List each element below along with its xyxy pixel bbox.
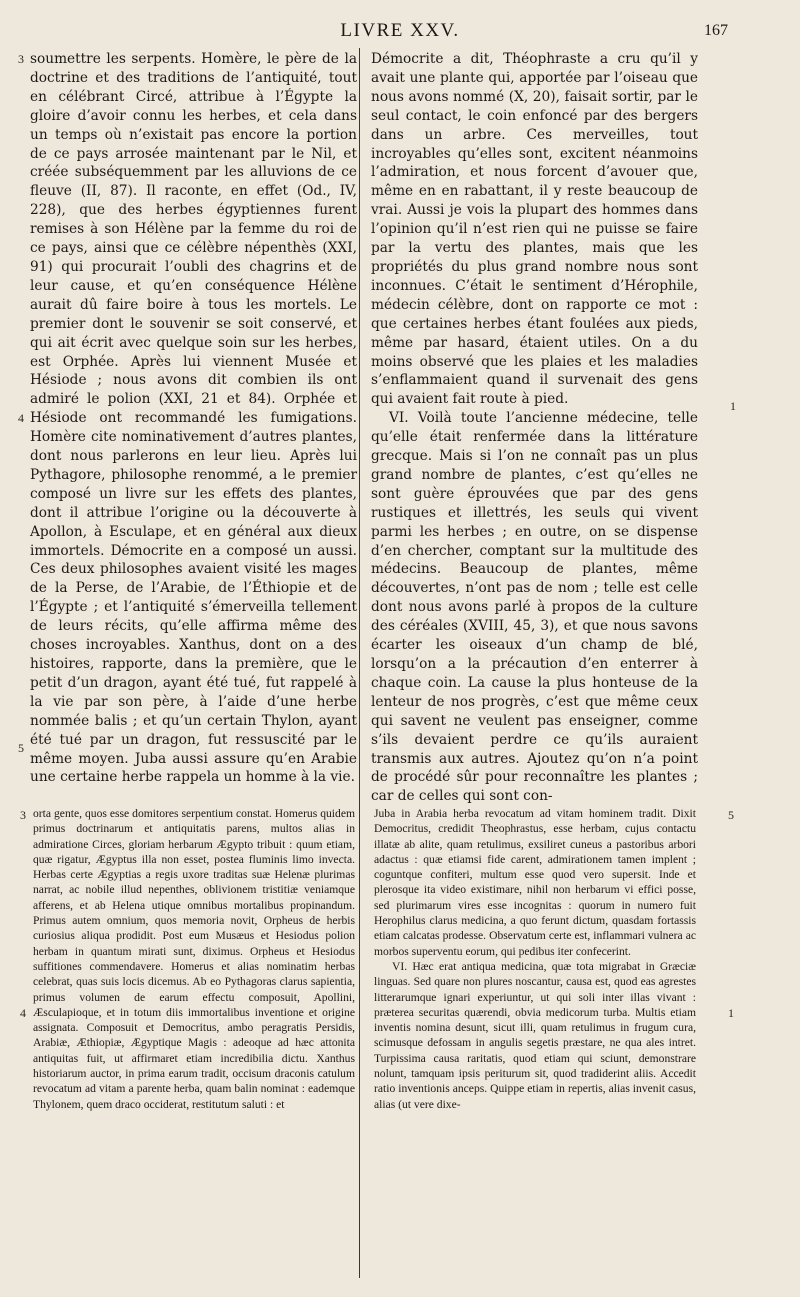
french-text-left-column: [30, 50, 357, 800]
margin-number: 1: [728, 1006, 734, 1020]
column-divider: [359, 48, 360, 1278]
french-paragraph: Démocrite a dit, Théophraste a cru qu’il y avait une plante qui, apportée par l’oiseau que nous avons nommé (X, 20), faisait sortir, par le seul contact, le coin enfoncé par des bergers dans un arbre. Ces merveilles, tout incroyables qu’elles sont, excitent néanmoins l’admiration, et nous forcent d’avouer que, même en en rabattant, il y reste beaucoup de vrai. Aussi je vois la plupart des hommes dans l’opinion qu’il n’est rien qui ne puisse se faire par la vertu des plantes, mais que les propriétés du plus grand nombre nous sont inconnues. C’était le sentiment d’Hérophile, médecin célèbre, dont on rapporte ce mot : que certaines herbes étant foulées aux pieds, même par hasard, étaient utiles. On a du moins observé que les plaies et les maladies s’enflammaient quand il survenait des gens qui avaient fait route à pied.: [371, 51, 698, 408]
running-head: [0, 18, 800, 48]
latin-text-right-column: [374, 806, 696, 1276]
french-paragraph-section-vi: VI. Voilà toute l’ancienne médecine, telle qu’elle était renfermée dans la littérature grecque. Mais si l’on ne connaît pas un plus grand nombre de plantes, c’est qu’elles ne sont guère éprouvées que par des gens rustiques et illettrés, les seuls qui vivent parmi les herbes ; en outre, on se dispense d’en chercher, comptant sur la multitude des médecins. Beaucoup de plantes, même découvertes, n’ont pas de nom ; telle est celle dont nous avons parlé à propos de la culture des céréales (XVIII, 45, 3), et que nous savons écarter les oiseaux d’un champ de blé, lorsqu’on a la précaution d’en enterrer à chaque coin. La cause la plus honteuse de la lenteur de nos progrès, c’est que même ceux qui savent ne veulent pas enseigner, comme s’ils devaient perdre ce qu’ils auraient transmis aux autres. Ajoutez qu’on n’a point de procédé sûr pour reconnaître les plantes ; car de celles qui sont con-: [371, 410, 698, 805]
margin-number: 5: [728, 808, 734, 822]
book-title: LIVRE XXV.: [340, 20, 460, 41]
latin-paragraph: orta gente, quos esse domitores serpentium constat. Homerus quidem primus doctrinarum et antiquitatis parens, multos alias in admiratione Circes, gloriam herbarum Ægypto tribuit : quum etiam, quæ rigatur, Ægyptus illa non esset, postea fluminis limo invecta. Herbas certe Ægyptias a regis uxore traditas suæ Helenæ plurimas narrat, ac nobile illud nepenthes, oblivionem tristitiæ veniamque afferens, et ab Helena utique omnibus mortalibus propinandum. Primus autem omnium, quos memoria novit, Orpheus de herbis curiosius aliqua prodidit. Post eum Musæus et Hesiodus polion herbam in quantum mirati sunt, diximus. Orpheus et Hesiodus suffitiones commendavere. Homerus et alias nominatim herbas celebrat, quas suis locis dicemus. Ab eo Pythagoras clarus sapientia, primus volumen de earum effectu composuit, Apollini, Æsculapioque, et in totum diis immortalibus inventione et origine assignata. Composuit et Democritus, ambo peragratis Persidis, Arabiæ, Æthiopiæ, Ægyptique Magis : adeoque ad hæc attonita antiquitas fuit, ut affirmaret etiam incredibilia dictu. Xanthus historiarum auctor, in prima earum tradit, occisum draconis catulum revocatum ad vitam a parente herba, quam balin nominat : eademque Thylonem, quem draco occiderat, restitutum saluti : et: [33, 807, 355, 1111]
margin-number: 4: [18, 411, 24, 425]
latin-paragraph: Juba in Arabia herba revocatum ad vitam hominem tradit. Dixit Democritus, credidit Theophrastus, esse herbam, cujus contactu illatæ ab alite, quam retulimus, exsiliret cuneus a pastoribus arbori adactus : quæ etiamsi fide carent, admirationem tamen implent ; coguntque confiteri, multum esse quod vero supersit. Inde et plerosque ita video existimare, nihil non herbarum vi effici posse, sed plurimarum vires esse incognitas : quorum in numero fuit Herophilus clarus medicina, a quo ferunt dictum, quasdam fortassis etiam calcatas prodesse. Observatum certe est, inflammari vulnera ac morbos superventu eorum, qui pedibus iter confecerint.: [374, 807, 696, 958]
page-number: 167: [704, 22, 728, 39]
french-paragraph: soumettre les serpents. Homère, le père de la doctrine et des traditions de l’antiquité, tout en célébrant Circé, attribue à l’Égypte la gloire d’avoir connu les herbes, et cela dans un temps où n’existait pas encore la portion de ce pays arrosée maintenant par le Nil, et créée subséquemment par les alluvions de ce fleuve (II, 87). Il raconte, en effet (Od., IV, 228), que des herbes égyptiennes furent remises à son Hélène par la femme du roi de ce pays, ainsi que ce célèbre népenthès (XXI, 91) qui procurait l’oubli des chagrins et de leur cause, et qu’en conséquence Hélène aurait dû faire boire à tous les mortels. Le premier dont le souvenir se soit conservé, et qui ait écrit avec quelque soin sur les herbes, est Orphée. Après lui viennent Musée et Hésiode ; nous avons dit combien ils ont admiré le polion (XXI, 21 et 84). Orphée et Hésiode ont recommandé les fumigations. Homère cite nominativement d’autres plantes, dont nous parlerons en leur lieu. Après lui Pythagore, philosophe renommé, a le premier composé un livre sur les effets des plantes, dont il attribue l’origine ou la découverte à Apollon, à Esculape, et en général aux dieux immortels. Démocrite en a composé un aussi. Ces deux philosophes avaient visité les mages de la Perse, de l’Arabie, de l’Éthiopie et de l’Égypte ; et l’antiquité s’émerveilla tellement de leurs récits, qu’elle affirma même des choses incroyables. Xanthus, dont on a des histoires, rapporte, dans la première, que le petit d’un dragon, ayant été tué, fut rappelé à la vie par son père, à l’aide d’une herbe nommée balis ; et qu’un certain Thylon, ayant été tué par un dragon, fut ressuscité par le même moyen. Juba aussi assure qu’en Arabie une certaine herbe rappela un homme à la vie.: [30, 51, 357, 786]
latin-text-left-column: [33, 806, 355, 1276]
margin-number: 3: [18, 52, 24, 66]
margin-number: 3: [20, 808, 26, 822]
latin-paragraph-section-vi: VI. Hæc erat antiqua medicina, quæ tota migrabat in Græciæ linguas. Sed quare non plures noscantur, causa est, quod eas agrestes litterarumque ignari experiuntur, ut qui soli inter illas vivant : præterea securitas quærendi, obvia medicorum turba. Multis etiam inventis nomina desunt, sicut illi, quam retulimus in frugum cura, scimusque defossam in angulis segetis præstare, ne qua ales intret. Turpissima causa raritatis, quod etiam qui sciunt, demonstrare nolunt, tamquam ipsis periturum sit, quod tradiderint aliis. Accedit ratio inventionis anceps. Quippe etiam in repertis, alias invenit casus, alias (ut vere dixe-: [374, 959, 696, 1111]
margin-number: 1: [730, 399, 736, 413]
french-text-right-column: [371, 50, 698, 805]
margin-number: 4: [20, 1006, 26, 1020]
margin-number: 5: [18, 741, 24, 755]
